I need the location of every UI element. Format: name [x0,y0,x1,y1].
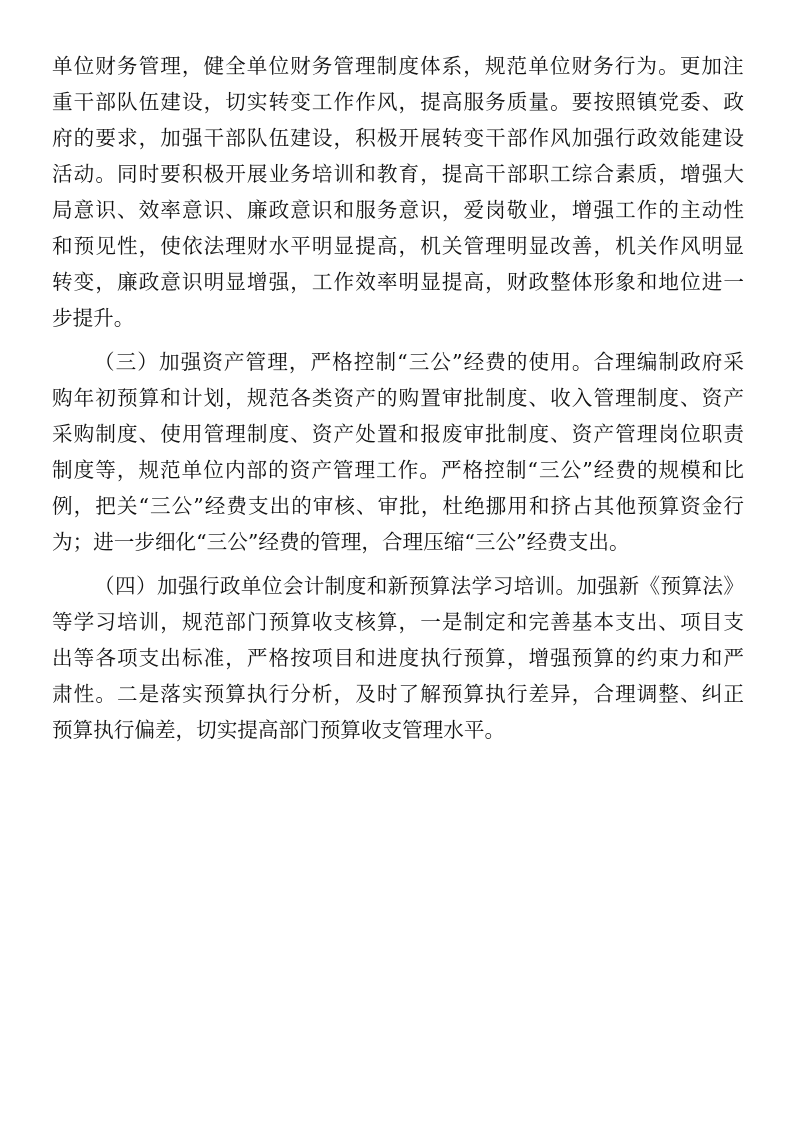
text-line: （四）加强行政单位会计制度和新预算法学习培训。加强新《预算法》 [94,574,744,598]
text-line: 为；进一步细化“三公”经费的管理，合理压缩“三公”经费支出。 [52,530,630,554]
paragraph-section-3-asset-management [52,344,744,560]
paragraph-staff-building [52,48,744,336]
text-line: 等学习培训，规范部门预算收支核算，一是制定和完善基本支出、项目支 [52,610,744,634]
text-line: 府的要求，加强干部队伍建设，积极开展转变干部作风加强行政效能建设 [52,126,744,150]
text-line: 购年初预算和计划，规范各类资产的购置审批制度、收入管理制度、资产 [52,386,744,410]
text-line: 局意识、效率意识、廉政意识和服务意识，爱岗敬业，增强工作的主动性 [52,198,744,222]
text-line: 转变，廉政意识明显增强，工作效率明显提高，财政整体形象和地位进一 [52,270,744,294]
text-line: 重干部队伍建设，切实转变工作作风，提高服务质量。要按照镇党委、政 [52,90,744,114]
text-line: 肃性。二是落实预算执行分析，及时了解预算执行差异，合理调整、纠正 [52,682,744,706]
text-line: 步提升。 [52,306,135,330]
text-line: 制度等，规范单位内部的资产管理工作。严格控制“三公”经费的规模和比 [52,458,744,482]
text-line: 采购制度、使用管理制度、资产处置和报废审批制度、资产管理岗位职责 [52,422,744,446]
text-line: 出等各项支出标准，严格按项目和进度执行预算，增强预算的约束力和严 [52,646,744,670]
text-line: 预算执行偏差，切实提高部门预算收支管理水平。 [52,718,506,742]
text-line: 单位财务管理，健全单位财务管理制度体系，规范单位财务行为。更加注 [52,54,744,78]
text-line: （三）加强资产管理，严格控制“三公”经费的使用。合理编制政府采 [94,350,744,374]
paragraph-section-4-accounting-training [52,568,744,748]
text-line: 活动。同时要积极开展业务培训和教育，提高干部职工综合素质，增强大 [52,162,744,186]
text-line: 例，把关“三公”经费支出的审核、审批，杜绝挪用和挤占其他预算资金行 [52,494,744,518]
document-page [52,48,744,748]
text-line: 和预见性，使依法理财水平明显提高，机关管理明显改善，机关作风明显 [52,234,744,258]
